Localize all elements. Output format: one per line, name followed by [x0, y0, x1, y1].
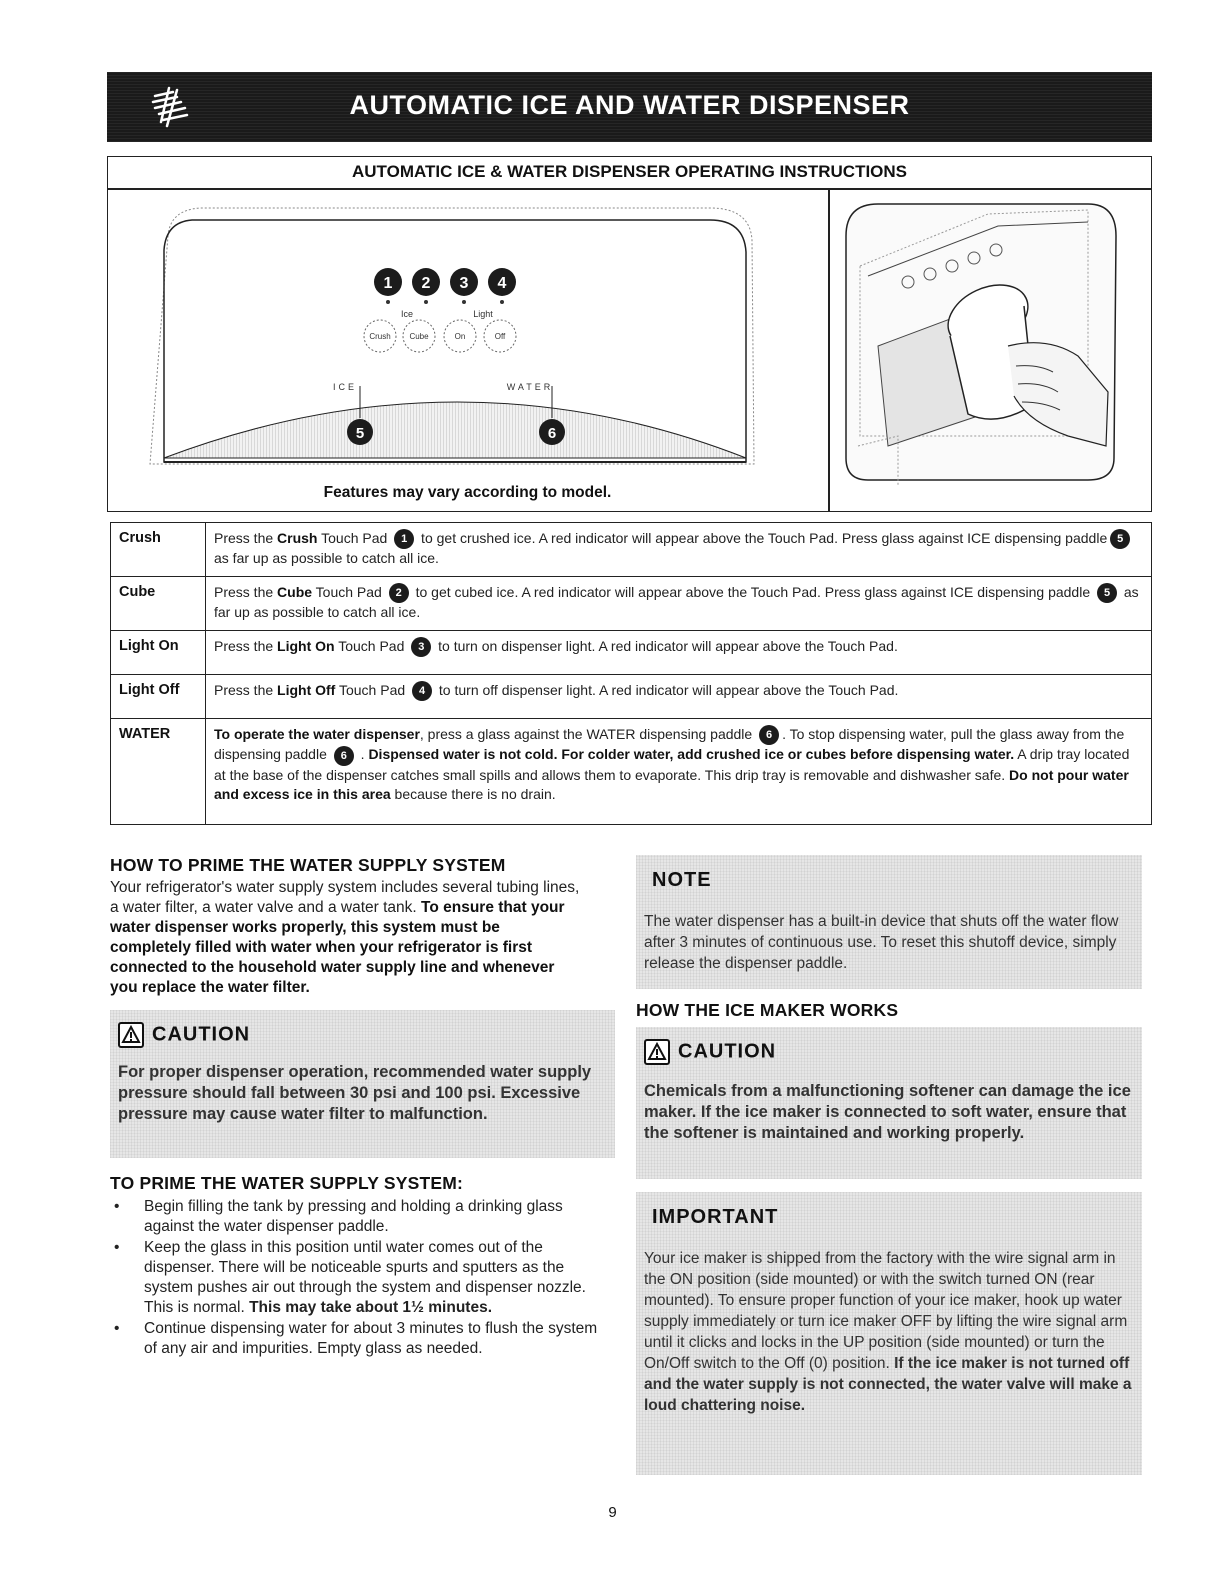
- row-label-crush: Crush: [111, 523, 206, 577]
- header-banner: [107, 72, 1152, 142]
- row-text-cube: Press the Cube Touch Pad 2 to get cubed ice. A red indicator will appear above the Touch Pad. Press glass against ICE dispensing paddle 5 as far up as possible to catch all ice.: [206, 577, 1152, 631]
- paddle-number-5: 5: [355, 425, 365, 442]
- badge-6: 6: [759, 725, 779, 745]
- table-row: [111, 577, 1152, 631]
- note-box: [636, 855, 1142, 989]
- warning-icon: [644, 1039, 670, 1065]
- caution-text: For proper dispenser operation, recommended water supply pressure should fall between 30 psi and 100 psi. Excessive pressure may cause water filter to malfunction.: [118, 1063, 592, 1123]
- row-label-water: WATER: [111, 719, 206, 825]
- table-row: [111, 631, 1152, 675]
- caution-heading: CAUTION: [152, 1023, 251, 1046]
- note-heading: NOTE: [652, 869, 712, 891]
- light-on-pad-label: On: [454, 332, 466, 341]
- paddle-number-6: 6: [547, 425, 557, 442]
- pad-number-1: 1: [383, 275, 393, 292]
- row-text-light-on: Press the Light On Touch Pad 3 to turn on dispenser light. A red indicator will appear above the Touch Pad.: [206, 631, 1152, 675]
- note-text: The water dispenser has a built-in device that shuts off the water flow after 3 minutes of continuous use. To reset this shutoff device, simply release the dispenser paddle.: [644, 913, 1119, 972]
- caution-box-left: [110, 1010, 615, 1158]
- prime-steps-list: [110, 1197, 600, 1360]
- caution-box-right: [636, 1027, 1142, 1179]
- dispenser-illustration: [838, 196, 1122, 488]
- control-panel-diagram: [140, 196, 770, 476]
- pad-number-3: 3: [459, 275, 469, 292]
- row-text-water: To operate the water dispenser, press a glass against the WATER dispensing paddle 6 . To stop dispensing water, pull the glass away from the dispensing paddle 6 . Dispensed water is not cold. For colder water, add crushed ice or cubes before dispensing water. A drip tray located at the base of the dispenser catches small spills and allows them to evaporate. This drip tray is removable and dishwasher safe. Do not pour water and excess ice in this area because there is no drain.: [206, 719, 1152, 825]
- row-label-cube: Cube: [111, 577, 206, 631]
- ice-maker-heading: HOW THE ICE MAKER WORKS: [636, 1000, 899, 1020]
- light-group-label: Light: [473, 309, 493, 319]
- row-text-light-off: Press the Light Off Touch Pad 4 to turn off dispenser light. A red indicator will appear above the Touch Pad.: [206, 675, 1152, 719]
- water-paddle-label: WATER: [506, 382, 554, 392]
- important-heading: IMPORTANT: [652, 1206, 779, 1228]
- row-label-light-on: Light On: [111, 631, 206, 675]
- list-item: • Keep the glass in this position until water comes out of the dispenser. There will be noticeable spurts and sputters as the system pushes air out through the system and dispenser nozzle. This is normal. This may take about 1½ minutes.: [110, 1238, 600, 1318]
- table-row: [111, 675, 1152, 719]
- features-note: Features may vary according to model.: [323, 484, 612, 501]
- badge-3: 3: [411, 637, 431, 657]
- row-text-crush: Press the Crush Touch Pad 1 to get crushed ice. A red indicator will appear above the Touch Pad. Press glass against ICE dispensing paddle 5 as far up as possible to catch all ice.: [206, 523, 1152, 577]
- cube-pad-label: Cube: [409, 332, 429, 341]
- instructions-table: [110, 522, 1152, 825]
- operating-instructions-title: AUTOMATIC ICE & WATER DISPENSER OPERATING INSTRUCTIONS: [351, 162, 908, 181]
- important-text: Your ice maker is shipped from the factory with the wire signal arm in the ON position (side mounted) or with the switch turned ON (rear mounted). To ensure proper function of your ice maker, hook up water supply immediately or turn ice maker OFF by lifting the wire signal arm until it clicks and locks in the UP position (side mounted) or turn the On/Off switch to the Off (0) position. If the ice maker is not turned off and the water supply is not connected, the water valve will make a loud chattering noise.: [644, 1250, 1132, 1414]
- list-item: • Begin filling the tank by pressing and holding a drinking glass against the water dispenser paddle.: [110, 1197, 600, 1237]
- touch-pad-numbers: [374, 268, 516, 296]
- box-divider: [107, 188, 1152, 190]
- pad-number-2: 2: [421, 275, 431, 292]
- badge-6: 6: [334, 746, 354, 766]
- prime-heading: HOW TO PRIME THE WATER SUPPLY SYSTEM: [110, 855, 506, 875]
- table-row: [111, 523, 1152, 577]
- badge-2: 2: [389, 583, 409, 603]
- pad-number-4: 4: [497, 275, 507, 292]
- table-row: [111, 719, 1152, 825]
- prime-intro: Your refrigerator's water supply system includes several tubing lines, a water filter, a water valve and a water tank. To ensure that your water dispenser works properly, this system must be completely filled with water when your refrigerator is first connected to the household water supply line and whenever you replace the water filter.: [110, 879, 580, 996]
- prime-steps-heading: TO PRIME THE WATER SUPPLY SYSTEM:: [110, 1173, 464, 1193]
- row-label-light-off: Light Off: [111, 675, 206, 719]
- light-off-pad-label: Off: [494, 332, 506, 341]
- box-divider: [828, 188, 830, 512]
- caution-text: Chemicals from a malfunctioning softener can damage the ice maker. If the ice maker is connected to soft water, ensure that the softener is maintained and working properly.: [644, 1082, 1131, 1142]
- badge-5: 5: [1097, 583, 1117, 603]
- badge-5: 5: [1110, 529, 1130, 549]
- badge-4: 4: [412, 681, 432, 701]
- caution-heading: CAUTION: [678, 1040, 777, 1063]
- list-item: • Continue dispensing water for about 3 minutes to flush the system of any air and impurities. Empty glass as needed.: [110, 1319, 600, 1359]
- crush-pad-label: Crush: [369, 332, 391, 341]
- warning-icon: [118, 1022, 144, 1048]
- ice-group-label: Ice: [400, 309, 414, 319]
- ice-paddle-label: ICE: [332, 382, 358, 392]
- page-title: AUTOMATIC ICE AND WATER DISPENSER: [349, 90, 910, 120]
- important-box: [636, 1192, 1142, 1475]
- page-number: 9: [608, 1504, 617, 1521]
- badge-1: 1: [394, 529, 414, 549]
